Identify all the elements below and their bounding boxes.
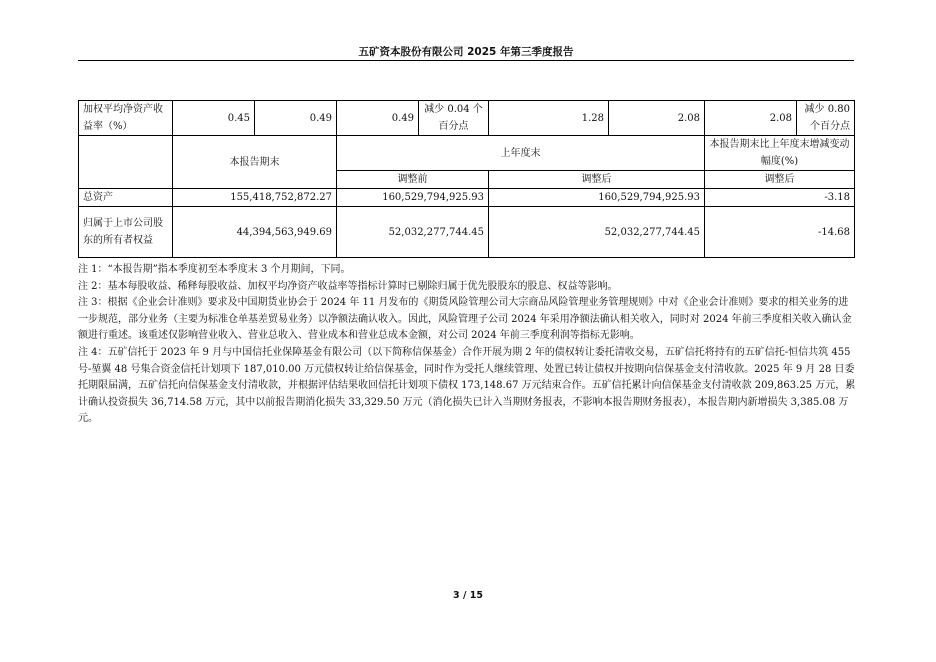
note-1: 注 1：“本报告期”指本季度初至本季度末 3 个月期间，下同。 (78, 264, 351, 275)
table-cell-empty (79, 136, 173, 189)
note-3: 注 3：根据《企业会计准则》要求及中国期货业协会于 2024 年 11 月发布的《期货风险管理公司大宗商品风险管理业务管理规则》中对《企业会计准则》要求的相关业务的进一步规范，部分业务（主要为标准仓单基差贸易业务）以净额法确认收入。因此，风险管理子公司 2024 年采用净额法确认相关收入，同时对 2024 年前三季度相关收入确认金额进行重述。该重述仅影响营业收入、营业总收入、营业成本和营业总成本金额，对公司 2024 年前三季度利润等指标无影响。 (78, 297, 852, 342)
notes-section (78, 262, 856, 428)
table-cell: 减少 0.80 个百分点 (797, 101, 855, 136)
table-cell: 52,032,277,744.45 (337, 207, 489, 258)
col-header-after: 调整后 (489, 171, 705, 189)
table-cell: 0.49 (255, 101, 337, 136)
note-4: 注 4：五矿信托于 2023 年 9 月与中国信托业保障基金有限公司（以下简称信保基金）合作开展为期 2 年的债权转让委托清收交易，五矿信托将持有的五矿信托-恒信共筑 455 号-堃翼 48 号集合资金信托计划项下 187,010.00 万元债权转让给信保基金，同时作为受托人继续管理、处置已转让债权并按期向信保基金支付清收款。2025 年 9 月 28 日委托期限届满，五矿信托向信保基金支付清收款，并根据评估结果收回信托计划项下债权 173,148.67 万元结束合作。五矿信托累计向信保基金支付清收款 209,863.25 万元，累计确认投资损失 36,714.58 万元，其中以前报告期消化损失 33,329.50 万元（消化损失已计入当期财务报表，不影响本报告期财务报表），本报告期内新增损失 3,385.08 万元。 (78, 346, 856, 425)
table-cell: 44,394,563,949.69 (173, 207, 337, 258)
table-row (79, 207, 855, 258)
col-header-last-year-end: 上年度末 (337, 136, 705, 171)
col-header-period-end: 本报告期末 (173, 136, 337, 189)
col-header-after-change: 调整后 (705, 171, 855, 189)
table-cell: 160,529,794,925.93 (337, 189, 489, 207)
table-cell: 2.08 (609, 101, 705, 136)
row-label-equity: 归属于上市公司股东的所有者权益 (79, 207, 173, 258)
table-cell: 1.28 (489, 101, 609, 136)
table-cell: 0.49 (337, 101, 419, 136)
table-cell: 160,529,794,925.93 (489, 189, 705, 207)
table-cell: 0.45 (173, 101, 255, 136)
table-cell: 52,032,277,744.45 (489, 207, 705, 258)
financial-indicators-table (78, 100, 855, 258)
table-cell: 155,418,752,872.27 (173, 189, 337, 207)
page-number: 3 / 15 (453, 590, 483, 601)
table-row (79, 189, 855, 207)
report-header: 五矿资本股份有限公司 2025 年第三季度报告 (358, 46, 574, 58)
table-row-roe (79, 101, 855, 136)
row-label-roe: 加权平均净资产收益率（%） (79, 101, 173, 136)
table-cell: -14.68 (705, 207, 855, 258)
col-header-change: 本报告期末比上年度末增减变动幅度(%) (705, 136, 855, 171)
table-cell: 2.08 (705, 101, 797, 136)
table-cell: -3.18 (705, 189, 855, 207)
table-header-row (79, 136, 855, 171)
header-divider (78, 60, 854, 61)
row-label-total-assets: 总资产 (79, 189, 173, 207)
table-cell: 减少 0.04 个百分点 (419, 101, 489, 136)
col-header-before: 调整前 (337, 171, 489, 189)
note-2: 注 2：基本每股收益、稀释每股收益、加权平均净资产收益率等指标计算时已剔除归属于优先股股东的股息、权益等影响。 (78, 280, 618, 292)
